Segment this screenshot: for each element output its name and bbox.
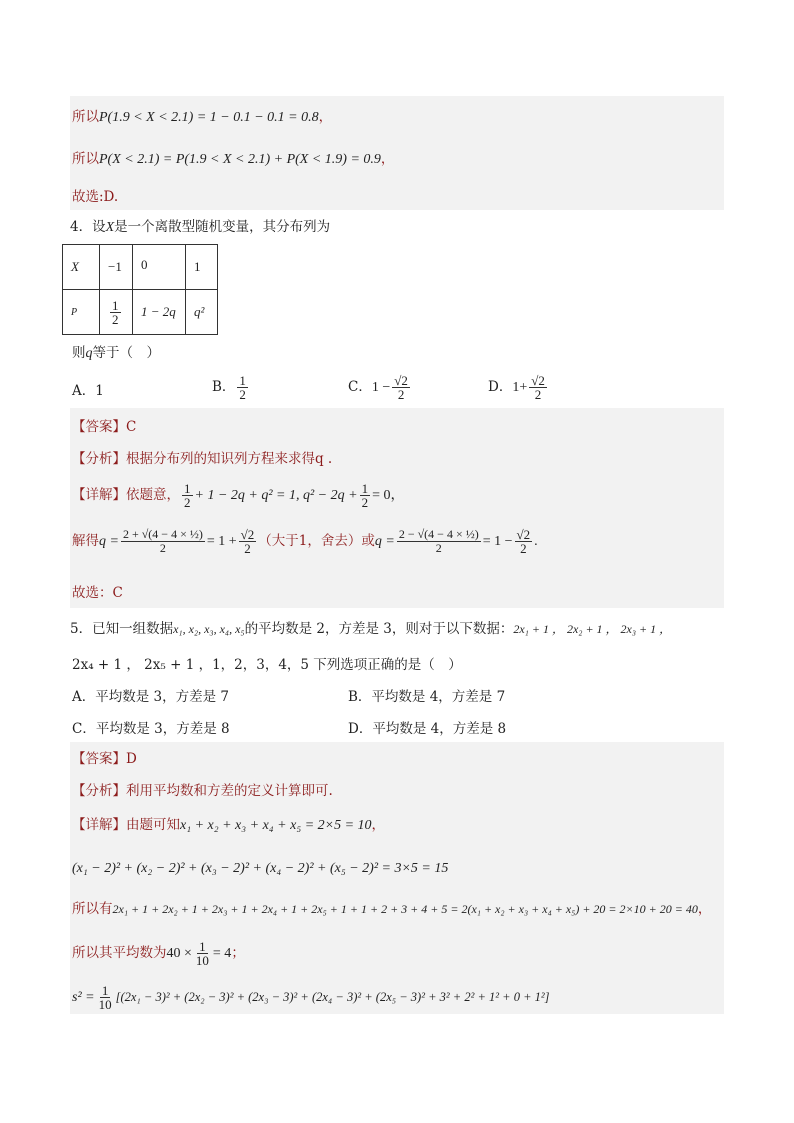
fraction — [397, 528, 481, 555]
q5-option-d[interactable]: D．平均数是 4，方差是 8 — [348, 721, 507, 737]
q5-s2-line — [72, 984, 550, 1011]
fraction — [515, 528, 533, 555]
fraction — [182, 482, 193, 509]
q4-option-d[interactable] — [488, 374, 549, 401]
numerator: 1 — [199, 939, 206, 954]
denominator: 2 — [159, 541, 166, 555]
answer-value: C — [126, 419, 137, 435]
detail-tag: 【详解】 — [72, 487, 126, 503]
expr: = 1 + — [206, 534, 237, 549]
q5-option-b[interactable]: B．平均数是 4，方差是 7 — [348, 689, 506, 705]
answer-tag: 【答案】 — [72, 419, 126, 435]
text: 解得 — [72, 533, 99, 549]
q4-detail — [72, 482, 404, 509]
q4-option-c[interactable] — [348, 374, 412, 401]
var: q — [85, 346, 93, 361]
q4-answer — [72, 418, 136, 436]
table-cell: q² — [186, 290, 218, 335]
q4-analysis — [72, 450, 332, 468]
text: = 0， — [372, 488, 405, 503]
equation: 2x₁ + 1 + 2x₂ + 1 + 2x₃ + 1 + 2x₄ + 1 + 2x₅ + 1 + 1 + 2 + 3 + 4 + 5 = 2(x₁ + x₂ + x₃ + x₄ + x₅) + 20 = 2×10 + 20 = 40 — [112, 902, 698, 916]
analysis-tag: 【分析】 — [72, 783, 126, 799]
denominator: 10 — [195, 953, 209, 968]
text: 所以 — [72, 109, 99, 125]
numerator: 1 — [239, 373, 246, 388]
denominator: 2 — [244, 541, 251, 556]
text: 所以有 — [72, 901, 113, 917]
fraction — [110, 299, 121, 326]
denominator: 2 — [239, 387, 246, 402]
text: 等于（ ） — [92, 345, 160, 361]
q5-stem-2: 2x₄ + 1 ， 2x₅ + 1 ，1，2，3，4，5 下列选项正确的是（ ） — [72, 657, 462, 673]
text: 已知一组数据 — [92, 621, 174, 637]
numerator: √2 — [531, 373, 545, 388]
prob-expression-2: P(X < 2.1) = P(1.9 < X < 2.1) + P(X < 1.9) = 0.9 — [99, 152, 381, 167]
var: q = — [99, 534, 119, 549]
numerator: √2 — [516, 527, 531, 542]
text: 则 — [72, 345, 86, 361]
denominator: 2 — [534, 387, 542, 402]
q5-detail — [72, 816, 385, 835]
expr: = 4 — [212, 946, 232, 961]
expr: 40 × — [166, 946, 192, 961]
prob-expression-1: P(1.9 < X < 2.1) = 1 − 0.1 − 0.1 = 0.8 — [99, 110, 319, 125]
text: ， — [318, 109, 333, 125]
denominator: 2 — [361, 495, 369, 510]
fraction — [194, 940, 211, 967]
q5-option-a[interactable]: A．平均数是 3，方差是 7 — [72, 689, 230, 705]
table-row — [63, 245, 218, 290]
denominator: 2 — [397, 387, 405, 402]
text: 的平均数是 2，方差是 3，则对于以下数据： — [244, 621, 514, 637]
prev-line-2 — [72, 150, 394, 169]
q4-solve — [72, 528, 538, 555]
numerator: 1 — [361, 481, 369, 496]
fraction — [97, 984, 114, 1011]
text: . — [534, 534, 538, 549]
numerator: 2 + √(4 − 4 × ½) — [122, 527, 203, 541]
q4-stem — [70, 218, 330, 237]
text: 所以 — [72, 151, 99, 167]
q4-choose: 故选：C — [72, 585, 123, 601]
denominator: 10 — [98, 997, 112, 1012]
numerator: 1 — [101, 983, 109, 998]
table-row — [63, 290, 218, 335]
table-cell: −1 — [100, 245, 133, 290]
q5-sum-line — [72, 900, 711, 918]
option-label: D． — [488, 379, 513, 395]
equation: + 1 − 2q + q² = 1, q² − 2q + — [194, 488, 358, 503]
text: ， — [371, 817, 386, 833]
fraction — [392, 374, 410, 401]
expr: 1+ — [512, 380, 528, 395]
answer-value: D — [126, 751, 137, 767]
text: 设 — [92, 219, 106, 235]
detail-tag: 【详解】 — [72, 817, 126, 833]
numerator: √2 — [394, 373, 408, 388]
question-number: 4． — [70, 219, 93, 235]
expr: s² = — [72, 990, 95, 1005]
denominator: 2 — [435, 541, 442, 555]
prev-choose: 故选:D. — [72, 189, 119, 205]
q5-option-c[interactable]: C．平均数是 3，方差是 8 — [72, 721, 230, 737]
denominator: 2 — [112, 311, 119, 327]
equation: x₁ + x₂ + x₃ + x₄ + x₅ = 2×5 = 10 — [180, 818, 372, 833]
q5-stem — [70, 620, 671, 638]
note: （大于1，舍去）或 — [258, 533, 375, 549]
var: X — [105, 220, 115, 235]
fraction — [237, 374, 248, 401]
fraction — [239, 528, 257, 555]
data-list: x₁, x₂, x₃, x₄, x₅ — [173, 622, 245, 636]
table-cell: 0 — [133, 245, 186, 290]
text: 由题可知 — [126, 817, 180, 833]
prev-line-1 — [72, 108, 332, 127]
distribution-table — [62, 244, 218, 335]
numerator: 2 − √(4 − 4 × ½) — [398, 527, 479, 541]
q5-variance-line: (x₁ − 2)² + (x₂ − 2)² + (x₃ − 2)² + (x₄ − 2)² + (x₅ − 2)² = 3×5 = 15 — [72, 861, 449, 876]
analysis-text: 利用平均数和方差的定义计算即可. — [126, 783, 333, 799]
question-number: 5． — [70, 621, 93, 637]
table-cell: 1 — [186, 245, 218, 290]
fraction — [360, 482, 371, 509]
fraction — [529, 374, 547, 401]
option-label: B． — [212, 379, 236, 395]
analysis-text: 根据分布列的知识列方程来求得q . — [126, 451, 333, 467]
text: ， — [380, 151, 395, 167]
q5-mean-line — [72, 940, 245, 967]
q4-option-a[interactable]: A．1 — [72, 383, 104, 399]
q5-answer — [72, 750, 137, 768]
text: 是一个离散型随机变量，其分布列为 — [114, 219, 331, 235]
numerator: 1 — [112, 297, 119, 313]
expr: 1 − — [371, 380, 391, 395]
numerator: √2 — [240, 527, 255, 542]
table-cell: P — [63, 290, 100, 335]
text: 依题意， — [126, 487, 180, 503]
text: 所以其平均数为 — [72, 945, 167, 961]
table-cell: X — [63, 245, 100, 290]
numerator: 1 — [184, 481, 191, 496]
option-label: C． — [348, 379, 372, 395]
var: q = — [374, 534, 395, 549]
terms: 2x₁ + 1 ， 2x₂ + 1 ， 2x₃ + 1 ， — [513, 622, 672, 636]
denominator: 2 — [184, 495, 191, 510]
denominator: 2 — [520, 541, 527, 556]
table-cell: 1 − 2q — [133, 290, 186, 335]
q4-ask — [72, 344, 160, 363]
text: ， — [697, 901, 712, 917]
expr: [(2x₁ − 3)² + (2x₂ − 3)² + (2x₃ − 3)² + (2x₄ − 3)² + (2x₅ − 3)² + 3² + 2² + 1² + 0 + 1²] — [115, 990, 550, 1004]
answer-tag: 【答案】 — [72, 751, 126, 767]
text: ； — [231, 945, 245, 961]
q5-analysis — [72, 782, 333, 800]
fraction — [121, 528, 205, 555]
q4-option-b[interactable] — [212, 374, 250, 401]
expr: = 1 − — [482, 534, 513, 549]
table-cell — [100, 290, 133, 335]
analysis-tag: 【分析】 — [72, 451, 126, 467]
